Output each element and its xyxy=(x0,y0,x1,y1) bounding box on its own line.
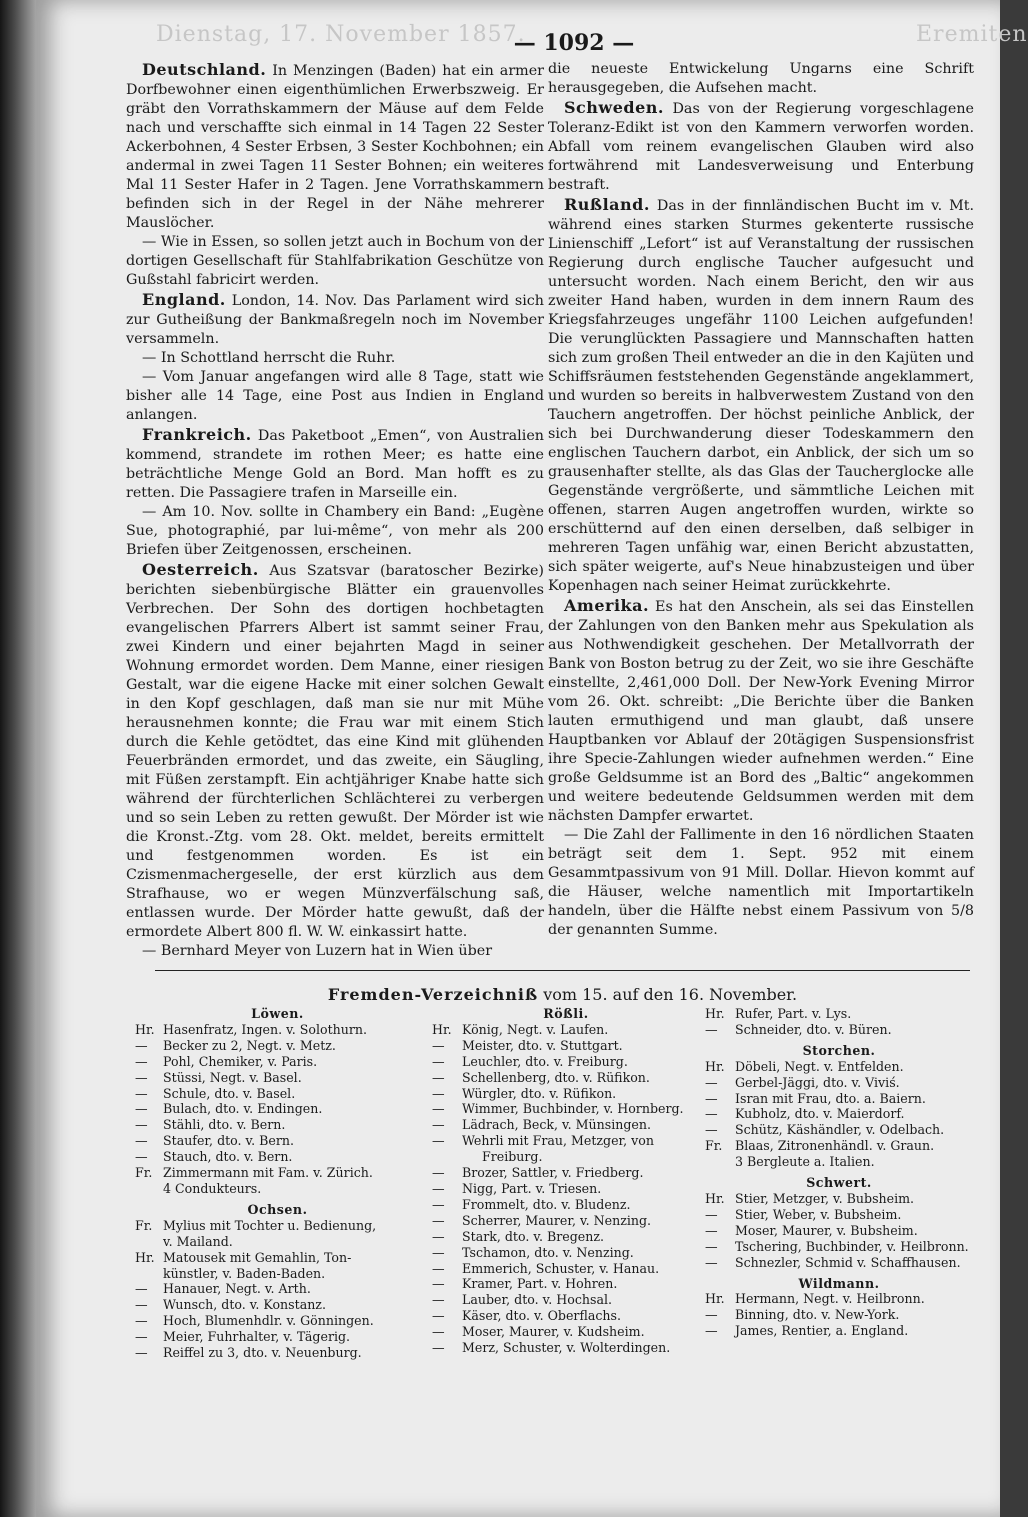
guest-title: — xyxy=(432,1085,445,1101)
guest-entry xyxy=(432,1340,700,1356)
guest-entry xyxy=(705,1138,973,1154)
guest-title: — xyxy=(135,1313,148,1329)
guest-entry xyxy=(432,1181,700,1197)
guest-entry xyxy=(705,1022,973,1038)
guest-entry xyxy=(135,1329,420,1345)
hotel-heading: Storchen. xyxy=(802,1042,876,1058)
guest-title: Hr. xyxy=(135,1249,155,1265)
guest-name: künstler, v. Baden-Baden. xyxy=(163,1265,326,1281)
hotel-heading: Wildmann. xyxy=(798,1275,880,1291)
guest-name: Wunsch, dto. v. Konstanz. xyxy=(163,1297,326,1313)
guest-entry xyxy=(705,1307,973,1323)
guest-title: — xyxy=(705,1238,718,1254)
page-number: — 1092 — xyxy=(513,30,635,56)
guest-entry xyxy=(135,1086,420,1102)
guest-title: — xyxy=(135,1085,148,1101)
guest-name: Kramer, Part. v. Hohren. xyxy=(462,1276,618,1292)
guest-entry xyxy=(135,1266,420,1282)
guest-title: — xyxy=(432,1117,445,1133)
guest-name: Hoch, Blumenhdlr. v. Gönningen. xyxy=(163,1313,374,1329)
guest-name: Moser, Maurer, v. Kudsheim. xyxy=(462,1324,645,1340)
article-text: — Vom Januar angefangen wird alle 8 Tage, statt wie bisher alle 14 Tage, eine Post aus Indien in England anlangen. xyxy=(126,369,544,423)
guest-entry xyxy=(432,1229,700,1245)
guest-title: — xyxy=(432,1308,445,1324)
guest-title: — xyxy=(432,1133,445,1149)
article-heading: Rußland. xyxy=(564,195,650,214)
guest-title: Fr. xyxy=(135,1217,153,1233)
guest-entry xyxy=(135,1234,420,1250)
article-paragraph xyxy=(548,596,974,826)
guest-name: Matousek mit Gemahlin, Ton- xyxy=(163,1249,352,1265)
guest-entry xyxy=(135,1218,420,1234)
guest-entry xyxy=(432,1324,700,1340)
guest-title: — xyxy=(135,1053,148,1069)
guest-title: — xyxy=(432,1244,445,1260)
guest-title xyxy=(135,1234,163,1250)
guest-entry xyxy=(705,1106,973,1122)
guest-list-date-range: vom 15. auf den 16. November. xyxy=(543,985,798,1004)
guest-entry xyxy=(705,1223,973,1239)
article-paragraph xyxy=(126,942,544,961)
hotel-heading: Ochsen. xyxy=(247,1201,308,1217)
guest-name: Emmerich, Schuster, v. Hanau. xyxy=(462,1260,660,1276)
guest-title: — xyxy=(432,1101,445,1117)
article-text: — Am 10. Nov. sollte in Chambery ein Band: „Eugène Sue, photographié, par lui-même“, von mehr als 200 Briefen über Zeitgenossen, erscheinen. xyxy=(126,504,544,558)
guest-entry xyxy=(135,1133,420,1149)
guest-entry xyxy=(432,1038,700,1054)
guest-title: — xyxy=(135,1149,148,1165)
guest-entry xyxy=(135,1181,420,1197)
guest-name: Kubholz, dto. v. Maierdorf. xyxy=(735,1106,905,1122)
guest-column-1 xyxy=(135,1006,420,1361)
guest-name: Isran mit Frau, dto. a. Baiern. xyxy=(735,1090,926,1106)
guest-title: — xyxy=(432,1212,445,1228)
guest-name: Gerbel-Jäggi, dto. v. Viviś. xyxy=(735,1074,900,1090)
guest-name: Lädrach, Beck, v. Münsingen. xyxy=(462,1117,652,1133)
guest-entry xyxy=(432,1022,700,1038)
guest-title: — xyxy=(432,1196,445,1212)
guest-name: Schellenberg, dto. v. Rüfikon. xyxy=(462,1069,650,1085)
bleed-through-text: Dienstag, 17. November 1857. xyxy=(156,22,526,47)
guest-title: — xyxy=(135,1101,148,1117)
guest-title: Fr. xyxy=(135,1165,153,1181)
article-heading: Oesterreich. xyxy=(142,560,259,579)
guest-entry xyxy=(135,1345,420,1361)
guest-entry xyxy=(135,1297,420,1313)
guest-name: Wehrli mit Frau, Metzger, von xyxy=(462,1133,654,1149)
guest-entry xyxy=(705,1122,973,1138)
guest-title: — xyxy=(705,1323,718,1339)
article-heading: Frankreich. xyxy=(142,425,252,444)
guest-name: Freiburg. xyxy=(482,1149,543,1165)
article-text: — Die Zahl der Fallimente in den 16 nördlichen Staaten beträgt seit dem 1. Sept. 952 mit einem Gesammtpassivum von 91 Mill. Dollar. Hievon kommt auf die Häuser, welche namentlich mit Importartikeln handeln, über die Hälfte nebst einem Passivum von 5/8 der genannten Summe. xyxy=(548,827,974,938)
guest-title: — xyxy=(705,1307,718,1323)
guest-name: 3 Bergleute a. Italien. xyxy=(735,1154,875,1170)
guest-entry xyxy=(432,1086,700,1102)
guest-title: Hr. xyxy=(705,1006,725,1021)
guest-name: Hermann, Negt. v. Heilbronn. xyxy=(735,1291,925,1307)
article-text: Aus Szatsvar (baratoscher Bezirke) berichten siebenbürgische Blätter ein grauenvolles Verbrechen. Der Sohn des dortigen hochbetagten evangelischen Pfarrers Albert ist sammt seiner Frau, zwei Kindern und einer bejahrten Magd in seiner Wohnung ermordet worden. Dem Manne, einer riesigen Gestalt, war die eigene Hacke mit einer solchen Gewalt in den Kopf geschlagen, daß man sie nur mit Mühe herausnehmen konnte; die Frau war mit einem Stich durch die Kehle getödtet, das eine Kind mit glühenden Feuerbränden ermordet, und das zweite, ein Säugling, mit Füßen zerstampft. Ein achtjähriger Knabe hatte sich während der fürchterlichen Schlächterei zu verbergen und so sein Leben zu retten gewußt. Der Mörder ist wie die Kronst.-Ztg. vom 28. Okt. meldet, bereits ermittelt und festgenommen worden. Es ist ein Czismenmachergeselle, der erst kürzlich aus dem Strafhause, wo er wegen Münzverfälschung saß, entlassen wurde. Der Mörder hatte gewußt, daß der ermordete Albert 800 fl. W. W. einkassirt hatte. xyxy=(126,563,545,940)
guest-name: v. Mailand. xyxy=(163,1233,233,1249)
guest-name: Stüssi, Negt. v. Basel. xyxy=(163,1069,302,1085)
guest-title: Hr. xyxy=(705,1291,725,1307)
guest-entry xyxy=(135,1101,420,1117)
guest-entry xyxy=(135,1054,420,1070)
guest-name: Reiffel zu 3, dto. v. Neuenburg. xyxy=(163,1345,362,1361)
guest-title: — xyxy=(432,1228,445,1244)
guest-name: Döbeli, Negt. v. Entfelden. xyxy=(735,1058,904,1074)
guest-title: — xyxy=(135,1345,148,1361)
guest-title: — xyxy=(705,1106,718,1122)
article-text: Das von der Regierung vorgeschlagene Toleranz-Edikt ist von den Kammern verworfen worden. Abfall vom reinem evangelischen Glauben wird also fortwährend mit Landesverweisung und Enterbung bestraft. xyxy=(548,101,975,193)
guest-name: Stier, Weber, v. Bubsheim. xyxy=(735,1206,902,1222)
guest-entry xyxy=(135,1281,420,1297)
guest-entry xyxy=(705,1191,973,1207)
guest-title: — xyxy=(705,1021,718,1037)
guest-name: James, Rentier, a. England. xyxy=(735,1323,909,1339)
guest-entry xyxy=(432,1245,700,1261)
guest-title: — xyxy=(705,1222,718,1238)
guest-entry xyxy=(432,1054,700,1070)
guest-entry xyxy=(432,1101,700,1117)
article-heading: Deutschland. xyxy=(142,60,267,79)
guest-column-2 xyxy=(432,1006,700,1356)
guest-entry xyxy=(135,1149,420,1165)
guest-name: Stier, Metzger, v. Bubsheim. xyxy=(735,1190,915,1206)
guest-name: Frommelt, dto. v. Bludenz. xyxy=(462,1196,631,1212)
guest-title: Hr. xyxy=(705,1058,725,1074)
guest-title: — xyxy=(705,1206,718,1222)
guest-entry xyxy=(432,1276,700,1292)
guest-name: Lauber, dto. v. Hochsal. xyxy=(462,1292,612,1308)
hotel-heading: Löwen. xyxy=(251,1006,304,1021)
guest-name: Schneider, dto. v. Büren. xyxy=(735,1021,892,1037)
article-paragraph xyxy=(126,233,544,290)
guest-name: Nigg, Part. v. Triesen. xyxy=(462,1180,602,1196)
guest-name: Brozer, Sattler, v. Friedberg. xyxy=(462,1165,644,1181)
guest-entry xyxy=(432,1308,700,1324)
article-text: Das in der finnländischen Bucht im v. Mt. während eines starken Sturmes gekenterte russische Linienschiff „Lefort“ ist auf Veranstaltung der russischen Regierung durch englische Taucher aufgesucht und untersucht worden. Nach einem Bericht, den wir aus zweiter Hand haben, wurden in dem innern Raum des Kriegsfahrzeuges ungefähr 1100 Leichen aufgefunden! Die verunglückten Passagiere und Mannschaften hatten sich zum großen Theil entweder an die in den Kajüten und Schiffsräumen feststehenden Gegenstände angeklammert, und wurden so bereits in halbverwestem Zustand von den Tauchern angetroffen. Der höchst peinliche Anblick, der sich bei Durchwanderung dieser Todeskammern den englischen Tauchern darbot, ein Anblick, der sich um so grausenhafter stellte, als das Glas der Taucherglocke alle Gegenstände vergrößerte, und sämmtliche Leichen mit offenen, starren Augen angetroffen wurden, wirkte so erschütternd auf den einen derselben, daß selbiger in mehreren Tagen unfähig war, einen Bericht abzustatten, sich später weigerte, auf's Neue hinabzusteigen und über Kopenhagen nach seiner Heimat zurückkehrte. xyxy=(548,198,974,594)
guest-title: — xyxy=(705,1074,718,1090)
guest-entry xyxy=(705,1091,973,1107)
article-text: Es hat den Anschein, als sei das Einstellen der Zahlungen von den Banken mehr aus Spekulation als aus Nothwendigkeit geschehen. Der Metallvorrath der Bank von Boston betrug zu der Zeit, wo sie ihre Geschäfte einstellte, 2,461,000 Doll. Der New-York Evening Mirror vom 26. Okt. schreibt: „Die Berichte über die Banken lauten ermuthigend und man glaubt, daß unsere Hauptbanken vor Ablauf der 20tägigen Suspensionsfrist ihre Specie-Zahlungen wieder aufnehmen werden.“ Eine große Geldsumme ist an Bord des „Baltic“ angekommen und weitere bedeutende Geldsummen werden mit dem nächsten Dampfer erwartet. xyxy=(548,599,974,824)
guest-entry xyxy=(432,1070,700,1086)
guest-entry xyxy=(432,1133,700,1149)
guest-entry xyxy=(705,1255,973,1271)
article-paragraph xyxy=(548,60,974,98)
article-text: Das Paketboot „Emen“, von Australien kommend, strandete im rothen Meer; es hatte eine beträchtliche Menge Gold an Bord. Man hofft es zu retten. Die Passagiere trafen in Marseille ein. xyxy=(126,428,544,501)
guest-entry xyxy=(135,1165,420,1181)
guest-entry xyxy=(432,1213,700,1229)
article-paragraph xyxy=(548,98,974,195)
guest-name: Scherrer, Maurer, v. Nenzing. xyxy=(462,1212,652,1228)
guest-title: — xyxy=(432,1324,445,1340)
guest-title: — xyxy=(135,1037,148,1053)
article-heading: England. xyxy=(142,290,226,309)
article-paragraph xyxy=(126,425,544,503)
guest-entry xyxy=(135,1117,420,1133)
article-paragraph xyxy=(548,195,974,596)
article-text: — In Schottland herrscht die Ruhr. xyxy=(142,350,396,366)
guest-title: — xyxy=(432,1165,445,1181)
guest-entry xyxy=(705,1239,973,1255)
guest-title: — xyxy=(135,1069,148,1085)
guest-title: — xyxy=(705,1254,718,1270)
guest-name: König, Negt. v. Laufen. xyxy=(462,1021,609,1037)
guest-name: Rufer, Part. v. Lys. xyxy=(735,1006,852,1021)
guest-title: — xyxy=(705,1122,718,1138)
guest-title: — xyxy=(135,1297,148,1313)
guest-entry xyxy=(432,1165,700,1181)
guest-name: Meier, Fuhrhalter, v. Tägerig. xyxy=(163,1329,351,1345)
guest-entry xyxy=(705,1075,973,1091)
guest-title xyxy=(705,1154,735,1170)
guest-name: Blaas, Zitronenhändl. v. Graun. xyxy=(735,1138,935,1154)
guest-title: — xyxy=(135,1281,148,1297)
guest-name: Hanauer, Negt. v. Arth. xyxy=(163,1281,311,1297)
article-paragraph xyxy=(548,826,974,940)
guest-title: — xyxy=(432,1292,445,1308)
guest-entry xyxy=(705,1323,973,1339)
article-text: die neueste Entwickelung Ungarns eine Schrift herausgegeben, die Aufsehen macht. xyxy=(548,61,974,96)
guest-title: — xyxy=(135,1117,148,1133)
article-text: London, 14. Nov. Das Parlament wird sich zur Gutheißung der Bankmaßregeln noch im November versammeln. xyxy=(126,293,544,347)
guest-name: Stauch, dto. v. Bern. xyxy=(163,1149,293,1165)
guest-title: Hr. xyxy=(432,1021,452,1037)
guest-entry xyxy=(705,1059,973,1075)
guest-entry xyxy=(432,1261,700,1277)
guest-entry xyxy=(705,1006,973,1022)
article-paragraph xyxy=(126,60,544,233)
guest-title: — xyxy=(135,1329,148,1345)
guest-title: — xyxy=(432,1260,445,1276)
guest-name: Staufer, dto. v. Bern. xyxy=(163,1133,295,1149)
guest-name: Schnezler, Schmid v. Schaffhausen. xyxy=(735,1254,961,1270)
article-text: — Wie in Essen, so sollen jetzt auch in Bochum von der dortigen Gesellschaft für Stahlfabrikation Geschütze von Gußstahl fabricirt werden. xyxy=(126,234,544,288)
guest-entry xyxy=(705,1154,973,1170)
article-paragraph xyxy=(126,368,544,425)
guest-name: Käser, dto. v. Oberflachs. xyxy=(462,1308,621,1324)
guest-entry xyxy=(432,1117,700,1133)
guest-title xyxy=(432,1149,482,1165)
guest-title: — xyxy=(432,1069,445,1085)
guest-name: Tschering, Buchbinder, v. Heilbronn. xyxy=(735,1238,969,1254)
section-divider xyxy=(155,970,970,971)
article-paragraph xyxy=(126,349,544,368)
guest-title: — xyxy=(135,1133,148,1149)
article-paragraph xyxy=(126,503,544,560)
guest-name: Wimmer, Buchbinder, v. Hornberg. xyxy=(462,1101,684,1117)
guest-name: Moser, Maurer, v. Bubsheim. xyxy=(735,1222,918,1238)
guest-name: Hasenfratz, Ingen. v. Solothurn. xyxy=(163,1021,367,1037)
article-column-left xyxy=(126,60,544,961)
guest-entry xyxy=(135,1250,420,1266)
article-paragraph xyxy=(126,290,544,349)
guest-name: Zimmermann mit Fam. v. Zürich. xyxy=(163,1165,373,1181)
guest-name: Becker zu 2, Negt. v. Metz. xyxy=(163,1037,336,1053)
article-column-right xyxy=(548,60,974,940)
guest-name: Mylius mit Tochter u. Bedienung, xyxy=(163,1217,377,1233)
guest-title xyxy=(135,1181,163,1197)
guest-name: 4 Condukteurs. xyxy=(163,1180,262,1196)
guest-title: Hr. xyxy=(705,1190,725,1206)
guest-list-title xyxy=(155,985,970,1004)
guest-name: Binning, dto. v. New-York. xyxy=(735,1307,900,1323)
article-paragraph xyxy=(126,560,544,942)
guest-title xyxy=(135,1266,163,1282)
guest-column-3 xyxy=(705,1006,973,1339)
guest-entry xyxy=(135,1038,420,1054)
guest-entry xyxy=(432,1197,700,1213)
guest-name: Würgler, dto. v. Rüfikon. xyxy=(462,1085,617,1101)
guest-name: Merz, Schuster, v. Wolterdingen. xyxy=(462,1340,671,1356)
article-text: — Bernhard Meyer von Luzern hat in Wien über xyxy=(142,943,493,959)
guest-title: — xyxy=(432,1276,445,1292)
guest-entry xyxy=(705,1207,973,1223)
guest-name: Bulach, dto. v. Endingen. xyxy=(163,1101,323,1117)
guest-name: Pohl, Chemiker, v. Paris. xyxy=(163,1053,318,1069)
guest-name: Meister, dto. v. Stuttgart. xyxy=(462,1037,623,1053)
guest-title: — xyxy=(432,1053,445,1069)
guest-name: Stark, dto. v. Bregenz. xyxy=(462,1228,604,1244)
hotel-heading: Rößli. xyxy=(543,1006,589,1021)
guest-list-heading: Fremden-Verzeichniß xyxy=(327,985,539,1004)
guest-title: Hr. xyxy=(135,1021,155,1037)
guest-entry xyxy=(135,1070,420,1086)
guest-title: — xyxy=(432,1180,445,1196)
guest-entry xyxy=(432,1149,700,1165)
guest-title: Fr. xyxy=(705,1138,723,1154)
guest-title: — xyxy=(705,1090,718,1106)
guest-entry xyxy=(705,1291,973,1307)
guest-entry xyxy=(135,1022,420,1038)
bleed-through-text-right: Eremiten xyxy=(916,22,1028,47)
guest-entry xyxy=(135,1313,420,1329)
guest-name: Schütz, Käshändler, v. Odelbach. xyxy=(735,1122,945,1138)
guest-name: Schule, dto. v. Basel. xyxy=(163,1085,296,1101)
guest-name: Stähli, dto. v. Bern. xyxy=(163,1117,286,1133)
article-heading: Amerika. xyxy=(564,596,650,615)
article-heading: Schweden. xyxy=(564,98,664,117)
guest-title: — xyxy=(432,1340,445,1356)
guest-entry xyxy=(432,1292,700,1308)
article-text: In Menzingen (Baden) hat ein armer Dorfbewohner einen eigenthümlichen Erwerbszweig. Er gräbt den Vorrathskammern der Mäuse auf dem Felde nach und verschaffte sich einmal in 14 Tagen 22 Sester Ackerbohnen, 4 Sester Erbsen, 3 Sester Kochbohnen; ein andermal in zwei Tagen 11 Sester Bohnen; ein weiteres Mal 11 Sester Hafer in 2 Tagen. Jene Vorrathskammern befinden sich in der Regel in der Nähe mehrerer Mauslöcher. xyxy=(126,63,545,231)
guest-title: — xyxy=(432,1037,445,1053)
hotel-heading: Schwert. xyxy=(806,1175,872,1191)
guest-name: Leuchler, dto. v. Freiburg. xyxy=(462,1053,628,1069)
guest-name: Tschamon, dto. v. Nenzing. xyxy=(462,1244,634,1260)
